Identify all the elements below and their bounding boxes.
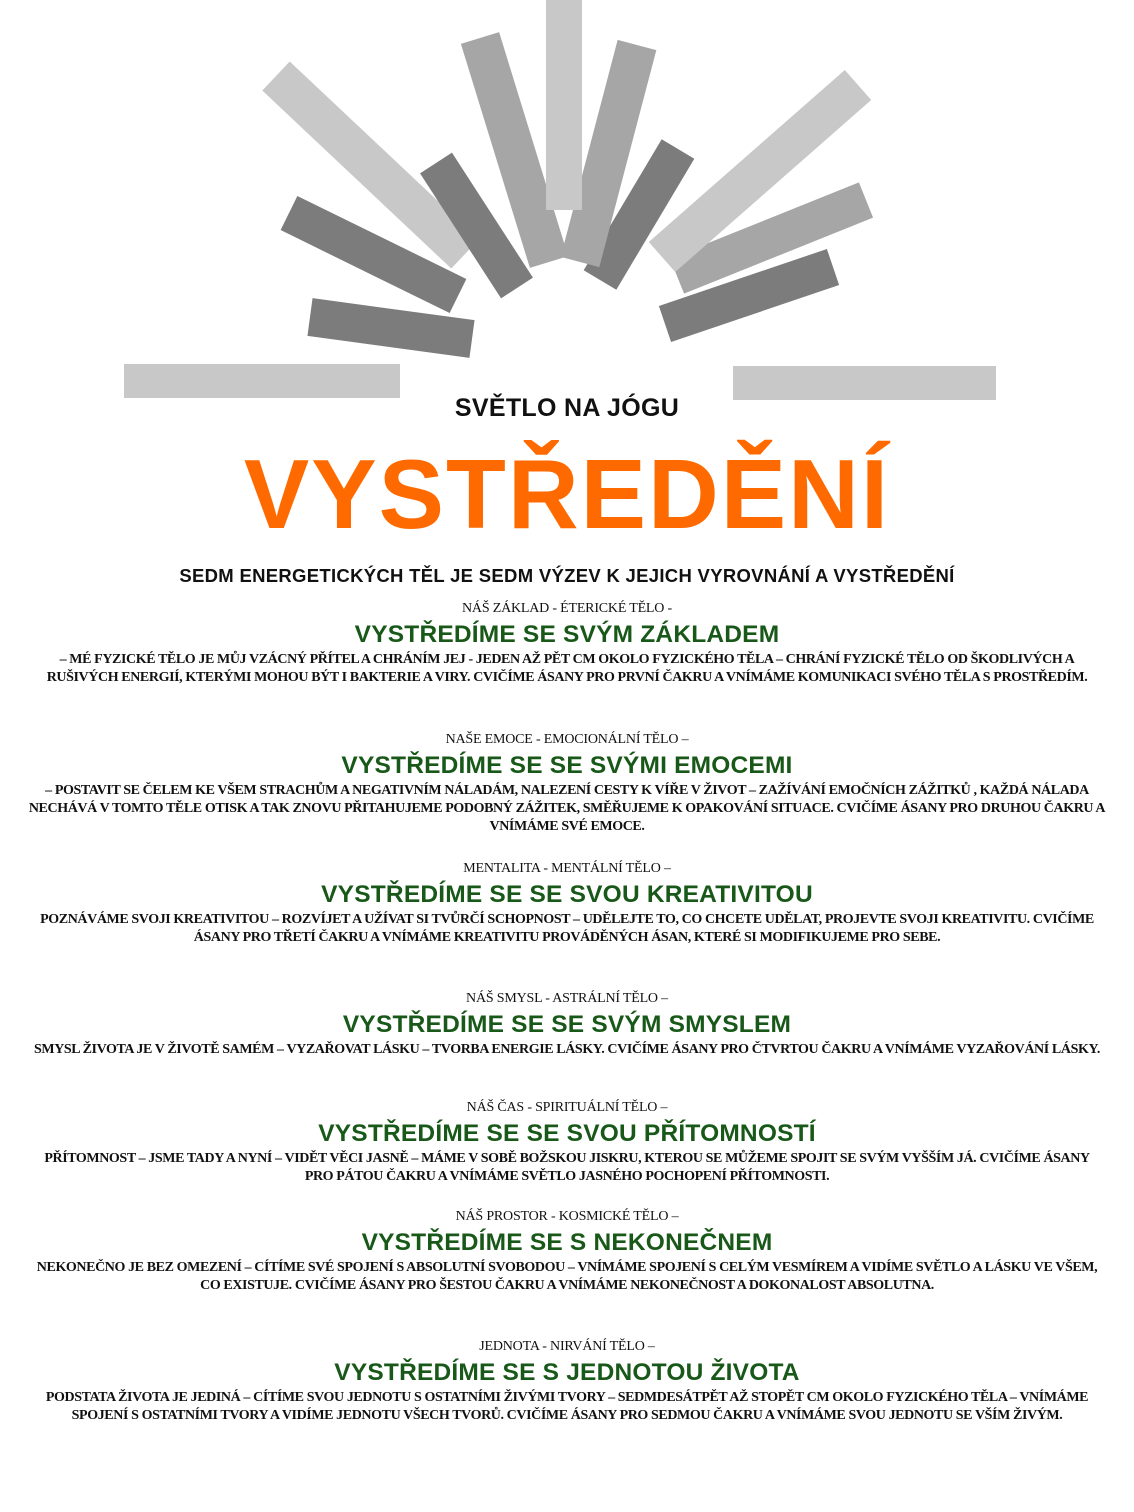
section-body: PODSTATA ŽIVOTA JE JEDINÁ – CÍTÍME SVOU JEDNOTU S OSTATNÍMI ŽIVÝMI TVORY – SEDMDESÁTPĚT AŽ STOPĚT CM OKOLO FYZICKÉHO TĚLA – VNÍMÁME SPOJENÍ S OSTATNÍMI TVORY A VIDÍME JEDNOTU VŠECH TVORŮ. CVIČÍME ÁSANY PRO SEDMOU ČAKRU A VNÍMÁME SVOU JEDNOTU SE VŠÍM ŽIVÝM. [45,1390,1089,1423]
subtitle: SEDM ENERGETICKÝCH TĚL JE SEDM VÝZEV K JEJICH VYROVNÁNÍ A VYSTŘEDĚNÍ [179,565,955,586]
main-title: VYSTŘEDĚNÍ [243,439,891,549]
section-body: PŘÍTOMNOST – JSME TADY A NYNÍ – VIDĚT VĚCI JASNĚ – MÁME V SOBĚ BOŽSKOU JISKRU, KTEROU SE MŮŽEME SPOJIT SE SVÝM VYŠŠÍM JÁ. CVIČÍME ÁSANY PRO PÁTOU ČAKRU A VNÍMÁME SVĚTLO JASNÉHO POCHOPENÍ PŘÍTOMNOSTI. [44,1151,1090,1184]
section-heading: VYSTŘEDÍME SE SE SVOU PŘÍTOMNOSTÍ [318,1120,816,1147]
section-heading: VYSTŘEDÍME SE SE SVÝM SMYSLEM [342,1011,792,1038]
section-body: – MÉ FYZICKÉ TĚLO JE MŮJ VZÁCNÝ PŘÍTEL A CHRÁNÍM JEJ - JEDEN AŽ PĚT CM OKOLO FYZICKÉHO TĚLA – CHRÁNÍ FYZICKÉ TĚLO OD ŠKODLIVÝCH A RUŠIVÝCH ENERGIÍ, KTERÝMI MOHOU BÝT I BAKTERIE A VIRY. CVIČÍME ÁSANY PRO PRVNÍ ČAKRU A VNÍMÁME KOMUNIKACI SVÉHO TĚLA S PROSTŘEDÍM. [46,652,1088,685]
section-mental [20,860,1114,947]
section-intro: NÁŠ SMYSL - ASTRÁLNÍ TĚLO – [466,991,668,1006]
section-heading: VYSTŘEDÍME SE S NEKONEČNEM [361,1229,773,1256]
section-body: NEKONEČNO JE BEZ OMEZENÍ – CÍTÍME SVÉ SPOJENÍ S ABSOLUTNÍ SVOBODOU – VNÍMÁME SPOJENÍ S CELÝM VESMÍREM A VIDÍME SVĚTLO A LÁSKU VE VŠEM, CO EXISTUJE. CVIČÍME ÁSANY PRO ŠESTOU ČAKRU A VNÍMÁME NEKONEČNOST A DOKONALOST ABSOLUTNA. [36,1260,1098,1293]
section-intro: MENTALITA - MENTÁLNÍ TĚLO – [463,861,671,876]
section-etheric [20,600,1114,687]
section-heading: VYSTŘEDÍME SE S JEDNOTOU ŽIVOTA [334,1359,800,1386]
section-cosmic [20,1208,1114,1295]
sunburst-logo [0,0,1134,420]
section-intro: NÁŠ ČAS - SPIRITUÁLNÍ TĚLO – [466,1100,668,1115]
section-heading: VYSTŘEDÍME SE SE SVOU KREATIVITOU [321,881,813,908]
section-astral [20,990,1114,1059]
section-body: – POSTAVIT SE ČELEM KE VŠEM STRACHŮM A NEGATIVNÍM NÁLADÁM, NALEZENÍ CESTY K VÍŘE V ŽIVOT – ZAŽÍVÁNÍ EMOČNÍCH ZÁŽITKŮ , KAŽDÁ NÁLADA NECHÁVÁ V TOMTO TĚLE OTISK A TAK ZNOVU PŘITAHUJEME PODOBNÝ ZÁŽITEK, SMĚŘUJEME K OPAKOVÁNÍ SITUACE. CVIČÍME ÁSANY PRO DRUHOU ČAKRU A VNÍMÁME SVÉ EMOCE. [28,783,1106,834]
section-body: SMYSL ŽIVOTA JE V ŽIVOTĚ SAMÉM – VYZAŘOVAT LÁSKU – TVORBA ENERGIE LÁSKY. CVIČÍME ÁSANY PRO ČTVRTOU ČAKRU A VNÍMÁME VYZAŘOVÁNÍ LÁSKY. [34,1042,1100,1057]
sun-ray-3 [310,317,472,339]
section-intro: NÁŠ ZÁKLAD - ÉTERICKÉ TĚLO - [462,601,672,616]
section-spiritual [20,1099,1114,1186]
section-nirvanic [20,1338,1114,1425]
kicker-title: SVĚTLO NA JÓGU [454,394,680,422]
section-heading: VYSTŘEDÍME SE SVÝM ZÁKLADEM [354,621,780,648]
section-heading: VYSTŘEDÍME SE SE SVÝMI EMOCEMI [341,752,793,779]
section-body: POZNÁVÁME SVOJI KREATIVITOU – ROZVÍJET A UŽÍVAT SI TVŮRČÍ SCHOPNOST – UDĚLEJTE TO, CO CHCETE UDĚLAT, PROJEVTE SVOJI KREATIVITU. CVIČÍME ÁSANY PRO TŘETÍ ČAKRU A VNÍMÁME KREATIVITU PROVÁDĚNÝCH ÁSAN, KTERÉ SI MODIFIKUJEME PRO SEBE. [40,912,1094,945]
section-intro: NAŠE EMOCE - EMOCIONÁLNÍ TĚLO – [445,732,689,747]
section-intro: JEDNOTA - NIRVÁNÍ TĚLO – [479,1339,655,1354]
section-emotional [20,731,1114,836]
section-intro: NÁŠ PROSTOR - KOSMICKÉ TĚLO – [455,1209,679,1224]
